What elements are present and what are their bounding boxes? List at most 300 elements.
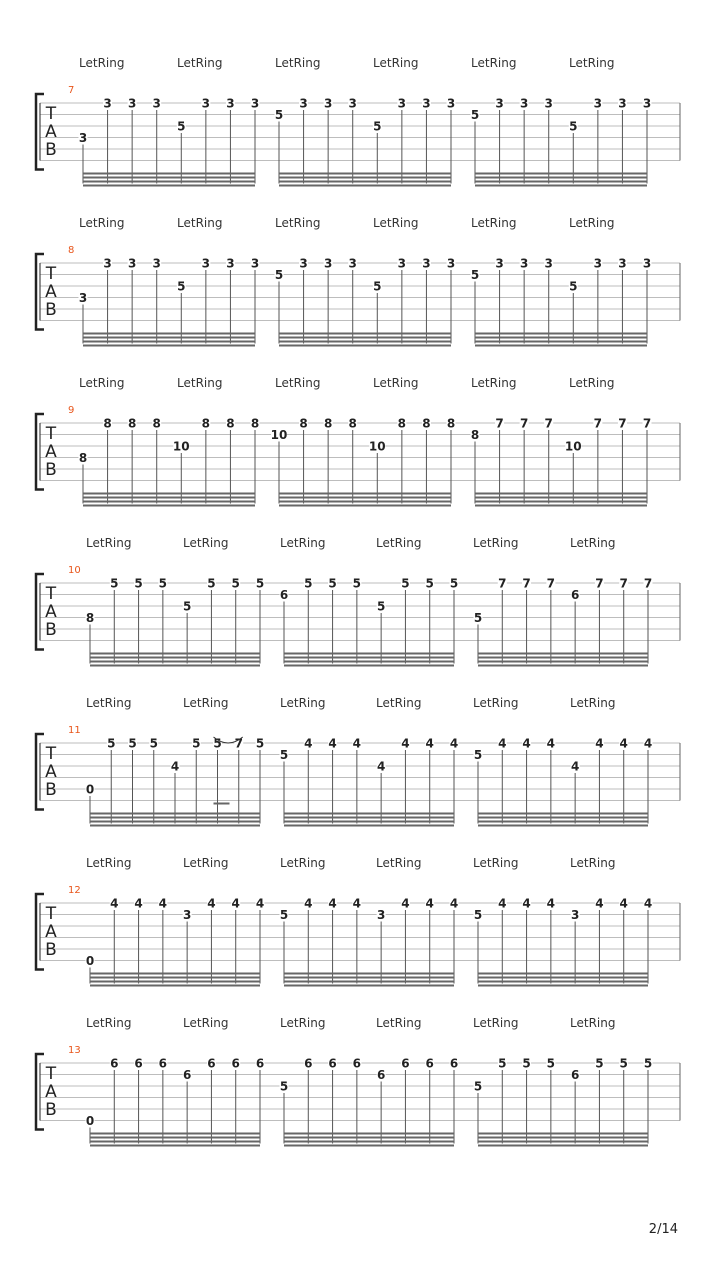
fret-number: 5 [498, 1056, 507, 1071]
fret-number: 6 [449, 1056, 459, 1071]
let-ring-label: LetRing [183, 696, 229, 710]
fret-number: 3 [544, 256, 553, 271]
tab-clef-letter: T [45, 744, 57, 764]
fret-number: 7 [522, 576, 531, 591]
beam [478, 1133, 648, 1135]
fret-number: 4 [619, 736, 628, 751]
fret-number: 7 [519, 416, 529, 431]
let-ring-label: LetRing [473, 1016, 519, 1030]
let-ring-label: LetRing [473, 696, 519, 710]
fret-number: 6 [158, 1056, 168, 1071]
fret-number: 8 [85, 611, 95, 625]
beam [279, 173, 451, 175]
beam [90, 821, 260, 823]
beam [478, 657, 648, 659]
fret-number: 4 [401, 736, 410, 751]
beam [90, 985, 260, 987]
fret-number: 4 [449, 896, 459, 911]
let-ring-label: LetRing [570, 1016, 616, 1030]
fret-number: 5 [373, 119, 382, 134]
let-ring-label: LetRing [275, 56, 321, 70]
beam [90, 661, 260, 663]
fret-number: 3 [299, 256, 308, 271]
beam [475, 185, 647, 187]
let-ring-label: LetRing [569, 216, 615, 230]
let-ring-label: LetRing [275, 216, 321, 230]
measure-number: 13 [68, 1045, 81, 1056]
fret-number: 5 [569, 279, 578, 294]
beam [478, 977, 648, 979]
fret-number: 4 [546, 896, 556, 911]
let-ring-label: LetRing [280, 1016, 326, 1030]
beam [478, 1137, 648, 1139]
fret-number: 5 [177, 119, 186, 134]
tab-clef-letter: A [45, 762, 57, 782]
fret-number: 5 [213, 736, 222, 751]
measure-number: 9 [68, 405, 75, 416]
let-ring-label: LetRing [373, 56, 419, 70]
fret-number: 4 [449, 736, 459, 751]
beam [284, 665, 454, 667]
fret-number: 6 [304, 1056, 313, 1071]
fret-number: 6 [110, 1056, 119, 1071]
beam [279, 177, 451, 179]
fret-number: 4 [425, 896, 434, 911]
fret-number: 3 [323, 256, 333, 271]
fret-number: 6 [182, 1068, 192, 1082]
fret-number: 8 [226, 416, 235, 431]
fret-number: 3 [103, 96, 112, 111]
page-number: 2/14 [648, 1222, 678, 1237]
let-ring-label: LetRing [183, 536, 229, 550]
let-ring-label: LetRing [177, 376, 223, 390]
beam [284, 973, 454, 975]
tab-clef-letter: A [45, 1082, 57, 1102]
let-ring-label: LetRing [376, 696, 422, 710]
let-ring-label: LetRing [471, 216, 517, 230]
fret-number: 8 [103, 416, 112, 431]
fret-number: 8 [299, 416, 308, 431]
fret-number: 6 [425, 1056, 434, 1071]
beam [83, 177, 255, 179]
fret-number: 5 [352, 576, 362, 591]
fret-number: 5 [279, 1079, 289, 1094]
fret-number: 6 [255, 1056, 265, 1071]
beam [478, 817, 648, 819]
fret-number: 8 [397, 416, 407, 431]
fret-number: 3 [446, 256, 456, 271]
fret-number: 5 [470, 108, 480, 122]
let-ring-label: LetRing [569, 376, 615, 390]
fret-number: 3 [78, 291, 88, 305]
fret-number: 3 [397, 96, 407, 111]
fret-number: 4 [643, 736, 653, 751]
fret-number: 0 [85, 782, 95, 797]
beam [83, 333, 255, 335]
fret-number: 3 [422, 96, 431, 111]
fret-number: 5 [473, 748, 483, 762]
let-ring-label: LetRing [376, 1016, 422, 1030]
fret-number: 3 [446, 96, 456, 111]
let-ring-label: LetRing [570, 856, 616, 870]
beam [90, 973, 260, 975]
tab-clef-letter: A [45, 282, 57, 302]
fret-number: 3 [152, 96, 161, 111]
fret-number: 5 [328, 576, 337, 591]
beam [83, 493, 255, 495]
fret-number: 5 [522, 1056, 531, 1071]
let-ring-label: LetRing [86, 696, 132, 710]
beam [478, 821, 648, 823]
beam [475, 173, 647, 175]
tab-clef-letter: T [45, 104, 57, 124]
beam [90, 813, 260, 815]
fret-number: 4 [170, 759, 180, 774]
fret-number: 8 [78, 451, 88, 465]
fret-number: 6 [570, 588, 580, 602]
fret-number: 3 [348, 256, 357, 271]
fret-number: 8 [127, 416, 137, 431]
fret-number: 3 [323, 96, 333, 111]
beam [478, 973, 648, 975]
beam [284, 985, 454, 987]
beam [83, 337, 255, 339]
beam [475, 177, 647, 179]
fret-number: 0 [85, 954, 95, 968]
tab-clef-letter: T [45, 584, 57, 604]
fret-number: 5 [107, 736, 116, 751]
beam [83, 185, 255, 187]
fret-number: 7 [546, 576, 556, 591]
fret-number: 4 [255, 896, 265, 911]
beam [475, 497, 647, 499]
fret-number: 7 [643, 576, 653, 591]
let-ring-label: LetRing [183, 856, 229, 870]
fret-number: 10 [368, 439, 386, 454]
fret-number: 4 [498, 896, 507, 911]
fret-number: 7 [642, 416, 652, 431]
fret-number: 6 [279, 588, 289, 602]
beam [90, 981, 260, 983]
fret-number: 3 [226, 96, 235, 111]
tab-clef-letter: A [45, 922, 57, 942]
tab-clef-letter: B [45, 1100, 57, 1120]
beam [90, 817, 260, 819]
fret-number: 8 [422, 416, 431, 431]
beam [478, 825, 648, 827]
let-ring-label: LetRing [86, 1016, 132, 1030]
beam [83, 497, 255, 499]
fret-number: 3 [127, 96, 137, 111]
fret-number: 5 [182, 599, 192, 614]
fret-number: 4 [304, 736, 313, 751]
beam [279, 493, 451, 495]
tab-clef-letter: A [45, 122, 57, 142]
fret-number: 8 [201, 416, 211, 431]
measure-number: 8 [68, 245, 75, 256]
beam [478, 1141, 648, 1143]
fret-number: 4 [110, 896, 119, 911]
beam [279, 333, 451, 335]
fret-number: 10 [172, 439, 190, 454]
fret-number: 5 [177, 279, 186, 294]
beam [284, 653, 454, 655]
fret-number: 4 [595, 736, 604, 751]
let-ring-label: LetRing [570, 696, 616, 710]
fret-number: 6 [207, 1056, 216, 1071]
fret-number: 8 [446, 416, 456, 431]
beam [475, 333, 647, 335]
beam [90, 977, 260, 979]
fret-number: 8 [470, 428, 480, 442]
fret-number: 5 [425, 576, 434, 591]
fret-number: 7 [234, 736, 243, 751]
fret-number: 5 [192, 736, 201, 751]
measure-number: 12 [68, 885, 81, 896]
beam [478, 1145, 648, 1147]
fret-number: 7 [544, 416, 553, 431]
fret-number: 8 [348, 416, 357, 431]
fret-number: 5 [207, 576, 216, 591]
fret-number: 5 [255, 576, 265, 591]
fret-number: 3 [250, 256, 260, 271]
beam [83, 501, 255, 503]
tab-clef-letter: T [45, 904, 57, 924]
let-ring-label: LetRing [471, 56, 517, 70]
fret-number: 3 [618, 256, 627, 271]
beam [90, 1145, 260, 1147]
beam [90, 825, 260, 827]
beam [284, 977, 454, 979]
fret-number: 4 [522, 896, 531, 911]
beam [478, 981, 648, 983]
let-ring-label: LetRing [570, 536, 616, 550]
measure-number: 10 [68, 565, 81, 576]
beam [90, 657, 260, 659]
fret-number: 4 [134, 896, 143, 911]
beam [83, 345, 255, 347]
let-ring-label: LetRing [473, 856, 519, 870]
let-ring-label: LetRing [183, 1016, 229, 1030]
beam [90, 1133, 260, 1135]
fret-number: 5 [279, 748, 289, 762]
fret-number: 5 [279, 908, 289, 922]
let-ring-label: LetRing [79, 56, 125, 70]
beam [478, 661, 648, 663]
let-ring-label: LetRing [473, 536, 519, 550]
fret-number: 5 [376, 599, 386, 614]
fret-number: 8 [250, 416, 260, 431]
grace-beam [214, 803, 230, 805]
fret-number: 4 [546, 736, 556, 751]
fret-number: 5 [470, 268, 480, 282]
fret-number: 4 [522, 736, 531, 751]
beam [284, 1145, 454, 1147]
let-ring-label: LetRing [280, 856, 326, 870]
fret-number: 6 [401, 1056, 410, 1071]
beam [284, 657, 454, 659]
fret-number: 5 [255, 736, 265, 751]
let-ring-label: LetRing [471, 376, 517, 390]
fret-number: 4 [352, 896, 362, 911]
beam [475, 345, 647, 347]
fret-number: 5 [274, 108, 284, 122]
beam [478, 665, 648, 667]
fret-number: 3 [250, 96, 260, 111]
fret-number: 5 [274, 268, 284, 282]
fret-number: 3 [397, 256, 407, 271]
let-ring-label: LetRing [177, 216, 223, 230]
fret-number: 10 [270, 428, 288, 442]
beam [279, 341, 451, 343]
fret-number: 3 [182, 908, 192, 922]
beam [83, 173, 255, 175]
fret-number: 5 [569, 119, 578, 134]
fret-number: 3 [519, 96, 529, 111]
beam [284, 817, 454, 819]
fret-number: 8 [152, 416, 161, 431]
fret-number: 4 [425, 736, 434, 751]
fret-number: 3 [226, 256, 235, 271]
fret-number: 4 [328, 896, 337, 911]
fret-number: 7 [595, 576, 604, 591]
let-ring-label: LetRing [373, 376, 419, 390]
fret-number: 3 [593, 96, 603, 111]
fret-number: 6 [376, 1068, 386, 1082]
tab-clef-letter: B [45, 940, 57, 960]
measure-number: 11 [68, 725, 81, 736]
fret-number: 5 [373, 279, 382, 294]
fret-number: 4 [619, 896, 628, 911]
beam [279, 345, 451, 347]
beam [279, 185, 451, 187]
beam [475, 493, 647, 495]
fret-number: 5 [449, 576, 459, 591]
fret-number: 4 [570, 759, 580, 774]
tab-clef-letter: B [45, 780, 57, 800]
fret-number: 5 [595, 1056, 604, 1071]
beam [478, 985, 648, 987]
fret-number: 3 [201, 256, 211, 271]
fret-number: 5 [110, 576, 119, 591]
fret-number: 5 [473, 611, 483, 625]
fret-number: 3 [152, 256, 161, 271]
tab-clef-letter: A [45, 602, 57, 622]
fret-number: 3 [519, 256, 529, 271]
beam [475, 181, 647, 183]
fret-number: 4 [231, 896, 240, 911]
fret-number: 6 [328, 1056, 337, 1071]
let-ring-label: LetRing [373, 216, 419, 230]
fret-number: 4 [328, 736, 337, 751]
tab-clef-letter: B [45, 140, 57, 160]
fret-number: 5 [643, 1056, 653, 1071]
fret-number: 7 [495, 416, 504, 431]
beam [475, 337, 647, 339]
let-ring-label: LetRing [177, 56, 223, 70]
fret-number: 5 [546, 1056, 556, 1071]
fret-number: 10 [564, 439, 582, 454]
beam [284, 821, 454, 823]
fret-number: 5 [304, 576, 313, 591]
beam [279, 337, 451, 339]
beam [284, 1133, 454, 1135]
fret-number: 3 [495, 96, 504, 111]
fret-number: 4 [498, 736, 507, 751]
fret-number: 3 [201, 96, 211, 111]
beam [90, 1137, 260, 1139]
beam [478, 813, 648, 815]
measure-number: 7 [68, 85, 75, 96]
fret-number: 6 [231, 1056, 240, 1071]
fret-number: 3 [544, 96, 553, 111]
fret-number: 5 [149, 736, 158, 751]
tab-clef-letter: B [45, 300, 57, 320]
fret-number: 3 [618, 96, 627, 111]
beam [90, 665, 260, 667]
beam [284, 1141, 454, 1143]
fret-number: 6 [134, 1056, 143, 1071]
let-ring-label: LetRing [569, 56, 615, 70]
fret-number: 5 [158, 576, 168, 591]
beam [284, 825, 454, 827]
let-ring-label: LetRing [79, 216, 125, 230]
beam [478, 653, 648, 655]
beam [475, 341, 647, 343]
let-ring-label: LetRing [79, 376, 125, 390]
fret-number: 4 [643, 896, 653, 911]
beam [475, 505, 647, 507]
let-ring-label: LetRing [280, 536, 326, 550]
fret-number: 7 [593, 416, 603, 431]
tab-clef-letter: A [45, 442, 57, 462]
beam [279, 181, 451, 183]
beam [284, 813, 454, 815]
fret-number: 3 [422, 256, 431, 271]
beam [83, 181, 255, 183]
fret-number: 7 [498, 576, 507, 591]
fret-number: 3 [78, 131, 88, 145]
fret-number: 4 [158, 896, 168, 911]
fret-number: 3 [103, 256, 112, 271]
beam [284, 661, 454, 663]
fret-number: 3 [495, 256, 504, 271]
let-ring-label: LetRing [86, 856, 132, 870]
fret-number: 7 [619, 576, 628, 591]
fret-number: 3 [376, 908, 386, 922]
fret-number: 0 [85, 1114, 95, 1128]
tab-clef-letter: T [45, 424, 57, 444]
fret-number: 5 [134, 576, 143, 591]
fret-number: 3 [642, 96, 652, 111]
let-ring-label: LetRing [376, 536, 422, 550]
fret-number: 4 [352, 736, 362, 751]
fret-number: 5 [231, 576, 240, 591]
fret-number: 3 [127, 256, 137, 271]
fret-number: 3 [570, 908, 580, 922]
fret-number: 6 [570, 1068, 580, 1082]
beam [279, 505, 451, 507]
fret-number: 5 [401, 576, 410, 591]
fret-number: 4 [401, 896, 410, 911]
beam [83, 341, 255, 343]
fret-number: 8 [323, 416, 333, 431]
beam [90, 653, 260, 655]
fret-number: 4 [376, 759, 386, 774]
fret-number: 5 [619, 1056, 628, 1071]
fret-number: 7 [618, 416, 627, 431]
let-ring-label: LetRing [376, 856, 422, 870]
